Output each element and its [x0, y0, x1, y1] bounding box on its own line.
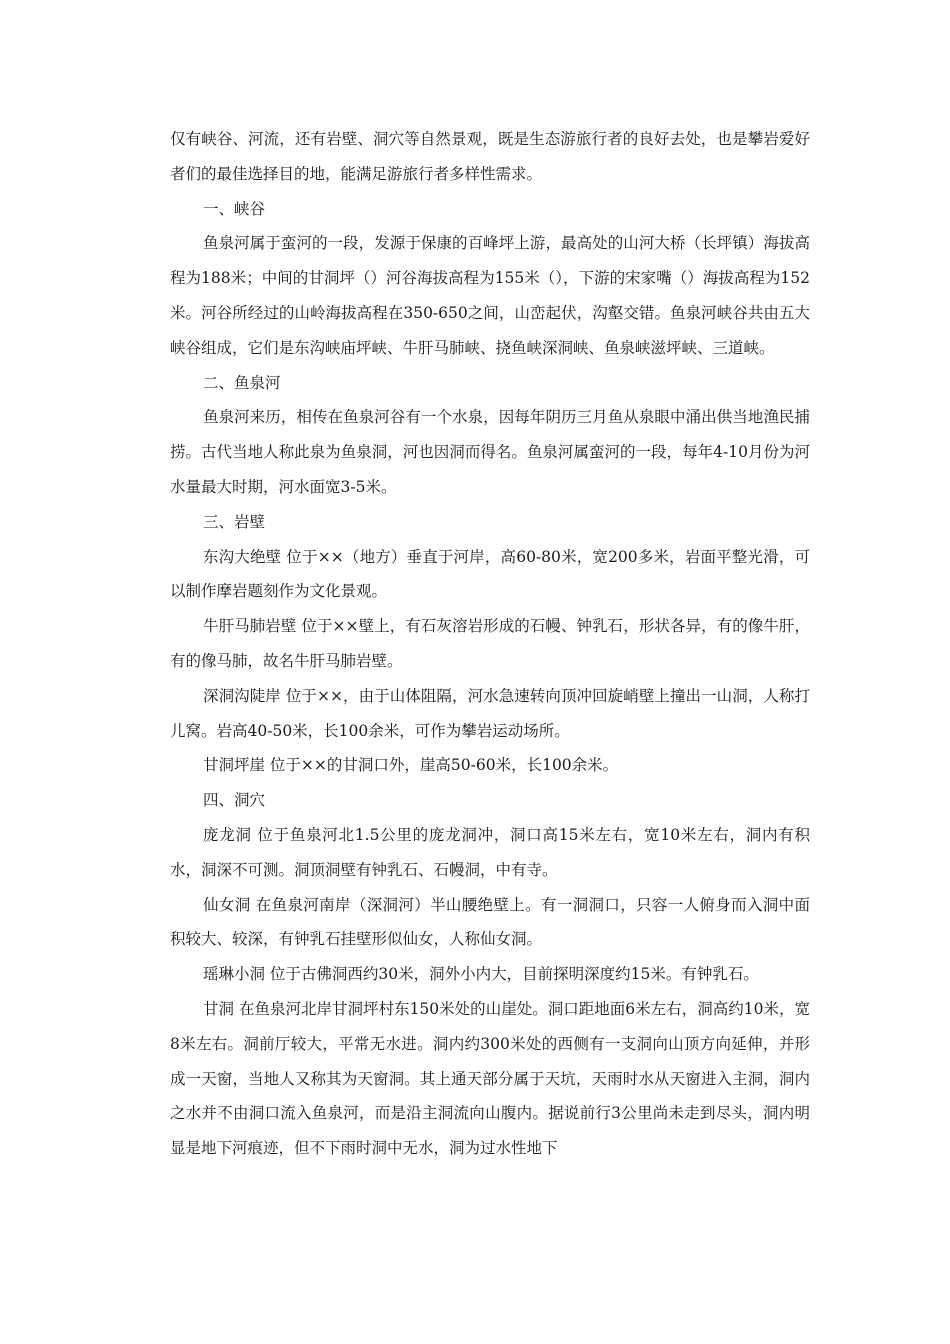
- body-paragraph: 庞龙洞 位于鱼泉河北1.5公里的庞龙洞冲，洞口高15米左右，宽10米左右，洞内有积水，洞深不可测。洞顶洞壁有钟乳石、石幔洞，中有寺。: [170, 825, 810, 879]
- section-heading-canyon: 一、峡谷: [203, 199, 266, 218]
- body-paragraph: 深洞沟陡岸 位于××，由于山体阻隔，河水急速转向顶冲回旋峭壁上撞出一山洞，人称打儿窝。岩高40-50米，长100余米，可作为攀岩运动场所。: [170, 686, 810, 740]
- body-paragraph: 甘洞坪崖 位于××的甘洞口外，崖高50-60米，长100余米。: [203, 756, 619, 775]
- body-paragraph: 瑶琳小洞 位于古佛洞西约30米，洞外小内大，目前探明深度约15米。有钟乳石。: [203, 965, 759, 984]
- section-heading-river: 二、鱼泉河: [203, 373, 281, 392]
- body-paragraph: 鱼泉河来历，相传在鱼泉河谷有一个水泉，因每年阴历三月鱼从泉眼中涌出供当地渔民捕捞。古代当地人称此泉为鱼泉洞，河也因洞而得名。鱼泉河属蛮河的一段，每年4-10月份为河水量最大时期，河水面宽3-5米。: [170, 408, 810, 496]
- body-paragraph: 牛肝马肺岩壁 位于××壁上，有石灰溶岩形成的石幔、钟乳石，形状各异，有的像牛肝，有的像马肺，故名牛肝马肺岩壁。: [170, 617, 810, 670]
- body-paragraph: 东沟大绝壁 位于××（地方）垂直于河岸，高60-80米，宽200多米，岩面平整光滑，可以制作摩岩题刻作为文化景观。: [170, 547, 810, 601]
- body-paragraph: 甘洞 在鱼泉河北岸甘洞坪村东150米处的山崖处。洞口距地面6米左右，洞高约10米，宽8米左右。洞前厅较大，平常无水进。洞内约300米处的西侧有一支洞向山顶方向延伸，并形成一天窗，当地人又称其为天窗洞。其上通天部分属于天坑，天雨时水从天窗进入主洞，洞内之水并不由洞口流入鱼泉河，而是沿主洞流向山腹内。据说前行3公里尚未走到尽头，洞内明显是地下河痕迹，但不下雨时洞中无水，洞为过水性地下: [170, 999, 810, 1158]
- section-heading-caves: 四、洞穴: [203, 791, 266, 810]
- body-paragraph: 仙女洞 在鱼泉河南岸（深洞河）半山腰绝壁上。有一洞洞口，只容一人俯身而入洞中面积较大、较深，有钟乳石挂壁形似仙女，人称仙女洞。: [170, 895, 810, 949]
- document-body: [170, 122, 810, 1166]
- body-paragraph: 仅有峡谷、河流，还有岩壁、洞穴等自然景观，既是生态游旅行者的良好去处，也是攀岩爱好者们的最佳选择目的地，能满足游旅行者多样性需求。: [170, 130, 810, 183]
- body-paragraph: 鱼泉河属于蛮河的一段，发源于保康的百峰坪上游，最高处的山河大桥（长坪镇）海拔高程为188米；中间的甘洞坪（）河谷海拔高程为155米（），下游的宋家嘴（）海拔高程为152米。河谷所经过的山岭海拔高程在350-650之间，山峦起伏，沟壑交错。鱼泉河峡谷共由五大峡谷组成，它们是东沟峡庙坪峡、牛肝马肺峡、挠鱼峡深洞峡、鱼泉峡滋坪峡、三道峡。: [170, 234, 810, 357]
- section-heading-cliffs: 三、岩壁: [203, 512, 266, 531]
